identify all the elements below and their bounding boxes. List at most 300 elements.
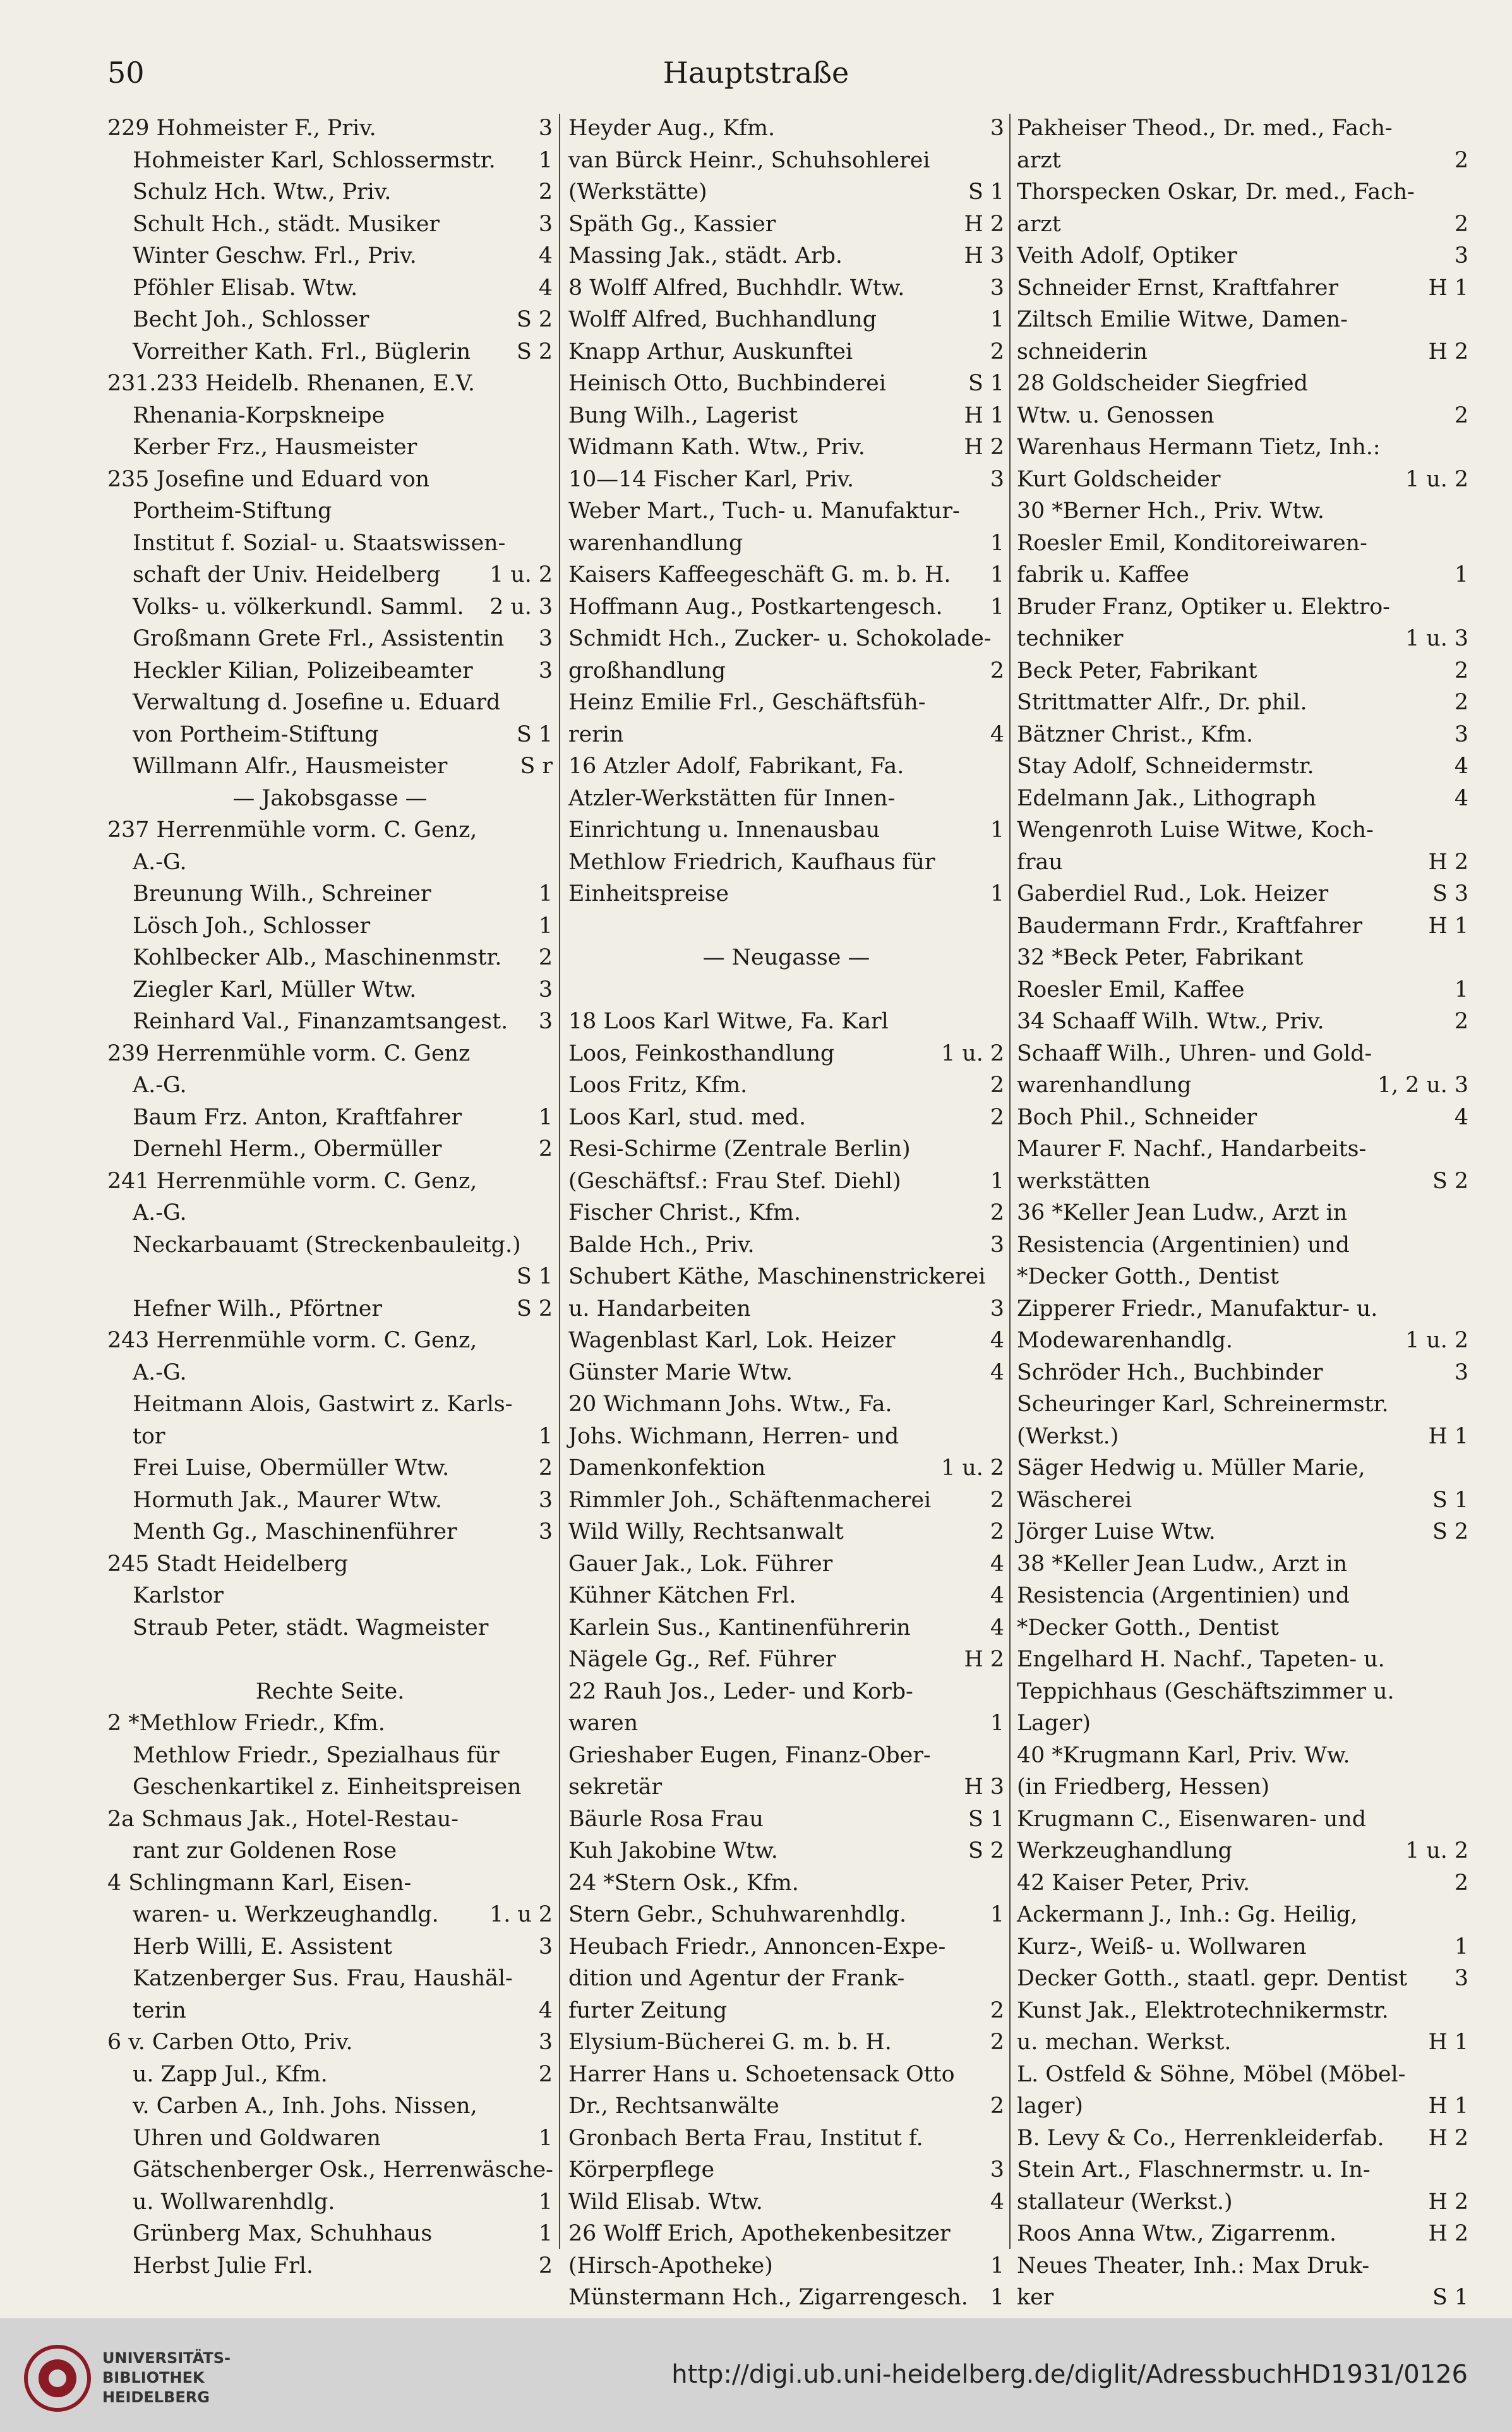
directory-entry-line bbox=[568, 336, 1004, 368]
floor-number bbox=[1461, 1644, 1468, 1676]
entry-text: Schult Hch., städt. Musiker bbox=[133, 211, 440, 237]
floor-number bbox=[1461, 1133, 1468, 1165]
column-divider bbox=[559, 114, 560, 2249]
directory-entry-line bbox=[1017, 1963, 1468, 1995]
floor-number: 3 bbox=[538, 1519, 553, 1544]
directory-entry-line bbox=[568, 1771, 1004, 1803]
directory-entry-line bbox=[107, 910, 553, 942]
entry-text: Werkzeughandlung bbox=[1017, 1838, 1232, 1863]
entry-text: Bruder Franz, Optiker u. Elektro- bbox=[1017, 594, 1390, 620]
directory-entry-line bbox=[107, 1102, 553, 1134]
entry-text: Strittmatter Alfr., Dr. phil. bbox=[1017, 690, 1307, 715]
floor-number bbox=[1461, 2154, 1468, 2186]
entry-text: Rhenania-Korpskneipe bbox=[133, 402, 385, 428]
entry-text: Warenhaus Hermann Tietz, Inh.: bbox=[1017, 435, 1381, 460]
directory-entry-line bbox=[568, 112, 1004, 145]
institution-line: BIBLIOTHEK bbox=[102, 2369, 205, 2387]
entry-text: Bäurle Rosa Frau bbox=[568, 1806, 764, 1832]
directory-entry-line bbox=[107, 2059, 553, 2091]
directory-entry-line bbox=[568, 1388, 1004, 1421]
floor-number bbox=[997, 1421, 1004, 1453]
directory-entry-line bbox=[107, 846, 553, 879]
entry-text: 2a Schmaus Jak., Hotel-Restau- bbox=[107, 1806, 459, 1832]
directory-entry-line bbox=[107, 1835, 553, 1867]
directory-entry-line bbox=[568, 1197, 1004, 1229]
section-heading bbox=[568, 942, 1004, 974]
entry-text: Wolff Alfred, Buchhandlung bbox=[568, 307, 877, 332]
entry-text: Baudermann Frdr., Kraftfahrer bbox=[1017, 913, 1363, 939]
directory-entry-line bbox=[568, 1963, 1004, 1995]
floor-number: 4 bbox=[990, 1583, 1004, 1608]
entry-text: Lager) bbox=[1017, 1711, 1091, 1736]
floor-number: 4 bbox=[990, 2189, 1004, 2215]
floor-number: 1 u. 2 bbox=[1405, 1838, 1468, 1863]
directory-entry-line bbox=[107, 719, 553, 751]
floor-number bbox=[1461, 527, 1468, 560]
floor-number: 3 bbox=[538, 977, 553, 1002]
directory-entry-line bbox=[1017, 655, 1468, 687]
directory-entry-line bbox=[107, 431, 553, 464]
floor-number bbox=[545, 431, 553, 464]
entry-text: Loos Fritz, Kfm. bbox=[568, 1073, 748, 1098]
floor-number: 1 bbox=[538, 913, 553, 939]
entry-text: Johs. Wichmann, Herren- und bbox=[568, 1423, 899, 1449]
floor-number bbox=[997, 1133, 1004, 1165]
entry-text: Kerber Frz., Hausmeister bbox=[133, 435, 417, 460]
entry-text: Ziegler Karl, Müller Wtw. bbox=[133, 977, 417, 1002]
directory-entry-line bbox=[568, 750, 1004, 783]
floor-number: H 2 bbox=[964, 211, 1004, 237]
floor-number bbox=[545, 400, 553, 432]
entry-text: Loos Karl, stud. med. bbox=[568, 1104, 807, 1130]
entry-text: Resistencia (Argentinien) und bbox=[1017, 1583, 1350, 1608]
section-heading bbox=[107, 1676, 553, 1708]
directory-entry-line bbox=[107, 2122, 553, 2155]
directory-entry-line bbox=[568, 1325, 1004, 1357]
floor-number: 2 bbox=[990, 1519, 1004, 1544]
entry-text: Menth Gg., Maschinenführer bbox=[133, 1519, 457, 1544]
entry-text: Heitmann Alois, Gastwirt z. Karls- bbox=[133, 1392, 513, 1417]
entry-text: 235 Josefine und Eduard von bbox=[107, 466, 430, 492]
directory-entry-line bbox=[568, 1038, 1004, 1070]
directory-entry-line bbox=[568, 208, 1004, 241]
floor-number bbox=[1461, 1580, 1468, 1612]
directory-entry-line bbox=[107, 942, 553, 974]
directory-entry-line bbox=[107, 145, 553, 177]
floor-number bbox=[997, 910, 1004, 942]
entry-text: Edelmann Jak., Lithograph bbox=[1017, 785, 1316, 811]
entry-text: Modewarenhandlg. bbox=[1017, 1328, 1233, 1353]
floor-number: S 1 bbox=[1432, 1487, 1468, 1513]
entry-text: Stein Art., Flaschnermstr. u. In- bbox=[1017, 2157, 1371, 2182]
entry-text: *Decker Gotth., Dentist bbox=[1017, 1615, 1279, 1640]
directory-entry-line bbox=[1017, 1516, 1468, 1548]
floor-number: 2 bbox=[990, 1104, 1004, 1130]
entry-text: Neckarbauamt (Streckenbauleitg.) bbox=[133, 1232, 521, 1258]
entry-text: Gaberdiel Rud., Lok. Heizer bbox=[1017, 881, 1329, 906]
floor-number bbox=[545, 1867, 553, 1899]
entry-text: warenhandlung bbox=[568, 530, 743, 556]
floor-number: H 1 bbox=[964, 402, 1004, 428]
directory-entry-line bbox=[1017, 1069, 1468, 1102]
directory-entry-line bbox=[1017, 750, 1468, 783]
directory-entry-line bbox=[568, 1867, 1004, 1899]
floor-number: 4 bbox=[1454, 785, 1468, 811]
floor-number bbox=[545, 1069, 553, 1102]
directory-entry-line bbox=[1017, 400, 1468, 432]
directory-entry-line bbox=[568, 1548, 1004, 1580]
directory-entry-line bbox=[107, 687, 553, 719]
floor-number bbox=[997, 1740, 1004, 1772]
entry-text: 18 Loos Karl Witwe, Fa. Karl bbox=[568, 1009, 889, 1034]
entry-text: A.-G. bbox=[133, 1073, 187, 1098]
floor-number: S 1 bbox=[516, 721, 553, 747]
entry-text: Heubach Friedr., Annoncen-Expe- bbox=[568, 1934, 946, 1959]
directory-entry-line bbox=[1017, 559, 1468, 591]
entry-text: 2 *Methlow Friedr., Kfm. bbox=[107, 1711, 385, 1736]
floor-number bbox=[1461, 1452, 1468, 1484]
directory-entry-line bbox=[1017, 272, 1468, 304]
entry-text: Heinz Emilie Frl., Geschäftsfüh- bbox=[568, 690, 926, 715]
floor-number: 1 bbox=[990, 2285, 1004, 2310]
directory-entry-line bbox=[1017, 1676, 1468, 1708]
entry-text: Institut f. Sozial- u. Staatswissen- bbox=[133, 530, 506, 556]
directory-entry-line bbox=[1017, 1995, 1468, 2027]
entry-text: terin bbox=[133, 1997, 186, 2023]
directory-entry-line bbox=[1017, 591, 1468, 623]
directory-entry-line bbox=[568, 272, 1004, 304]
directory-entry-line bbox=[568, 2218, 1004, 2250]
directory-entry-line bbox=[1017, 2122, 1468, 2155]
floor-number: 3 bbox=[990, 116, 1004, 141]
directory-entry-line bbox=[568, 1229, 1004, 1261]
floor-number: 3 bbox=[538, 1934, 553, 1959]
floor-number bbox=[1461, 431, 1468, 464]
directory-entry-line bbox=[1017, 464, 1468, 496]
entry-text: 24 *Stern Osk., Kfm. bbox=[568, 1870, 799, 1896]
directory-entry-line bbox=[1017, 2026, 1468, 2059]
entry-text: 4 Schlingmann Karl, Eisen- bbox=[107, 1870, 412, 1896]
floor-number: 3 bbox=[990, 1232, 1004, 1258]
blank-line bbox=[107, 1644, 553, 1676]
directory-entry-line bbox=[107, 400, 553, 432]
entry-text: von Portheim-Stiftung bbox=[133, 721, 379, 747]
directory-entry-line bbox=[107, 527, 553, 560]
directory-entry-line bbox=[568, 1676, 1004, 1708]
entry-text: Heckler Kilian, Polizeibeamter bbox=[133, 658, 473, 683]
entry-text: 231.233 Heidelb. Rhenanen, E.V. bbox=[107, 371, 475, 396]
directory-entry-line bbox=[568, 1644, 1004, 1676]
floor-number: 1 u. 2 bbox=[941, 1455, 1004, 1481]
floor-number: H 2 bbox=[1428, 2189, 1468, 2215]
entry-text: Karlein Sus., Kantinenführerin bbox=[568, 1615, 911, 1640]
floor-number: 1 u. 3 bbox=[1405, 626, 1468, 651]
page-title: Hauptstraße bbox=[663, 56, 849, 90]
directory-entry-line bbox=[1017, 527, 1468, 560]
section-heading bbox=[107, 783, 553, 815]
entry-text: Hohmeister Karl, Schlossermstr. bbox=[133, 147, 496, 173]
directory-entry-line bbox=[107, 623, 553, 655]
directory-entry-line bbox=[107, 1963, 553, 1995]
floor-number bbox=[545, 687, 553, 719]
entry-text: Hefner Wilh., Pförtner bbox=[133, 1296, 383, 1321]
directory-entry-line bbox=[107, 1548, 553, 1580]
directory-entry-line bbox=[1017, 1229, 1468, 1261]
entry-text: 36 *Keller Jean Ludw., Arzt in bbox=[1017, 1200, 1348, 1225]
entry-text: Grieshaber Eugen, Finanz-Ober- bbox=[568, 1742, 931, 1768]
entry-text: (Werkstätte) bbox=[568, 179, 707, 205]
entry-text: sekretär bbox=[568, 1774, 663, 1800]
source-url-link[interactable]: http://digi.ub.uni-heidelberg.de/diglit/AdressbuchHD1931/0126 bbox=[671, 2360, 1468, 2389]
entry-text: (Hirsch-Apotheke) bbox=[568, 2253, 773, 2278]
entry-text: schneiderin bbox=[1017, 339, 1148, 364]
entry-text: Neues Theater, Inh.: Max Druk- bbox=[1017, 2253, 1370, 2278]
entry-text: Rechte Seite. bbox=[255, 1678, 405, 1704]
directory-entry-line bbox=[107, 1421, 553, 1453]
floor-number bbox=[545, 1038, 553, 1070]
floor-number bbox=[545, 1548, 553, 1580]
entry-text: tor bbox=[133, 1423, 165, 1449]
entry-text: Krugmann C., Eisenwaren- und bbox=[1017, 1806, 1366, 1832]
floor-number: H 2 bbox=[1428, 2125, 1468, 2151]
entry-text: Becht Joh., Schlosser bbox=[133, 307, 369, 332]
directory-entry-line bbox=[568, 1995, 1004, 2027]
directory-entry-line bbox=[107, 1261, 553, 1293]
floor-number: 3 bbox=[1454, 243, 1468, 268]
entry-text: furter Zeitung bbox=[568, 1997, 728, 2023]
entry-text: 26 Wolff Erich, Apothekenbesitzer bbox=[568, 2221, 951, 2246]
entry-text: Roos Anna Wtw., Zigarrenm. bbox=[1017, 2221, 1337, 2246]
floor-number bbox=[1461, 176, 1468, 208]
blank-line bbox=[568, 974, 1004, 1006]
floor-number bbox=[997, 750, 1004, 783]
floor-number: H 2 bbox=[1428, 339, 1468, 364]
entry-text: Damenkonfektion bbox=[568, 1455, 766, 1481]
entry-text: — Neugasse — bbox=[702, 945, 870, 970]
entry-text: Balde Hch., Priv. bbox=[568, 1232, 755, 1258]
entry-text: waren bbox=[568, 1711, 639, 1736]
floor-number: 1 bbox=[990, 817, 1004, 843]
floor-number: H 1 bbox=[1428, 275, 1468, 301]
column-divider bbox=[1009, 114, 1011, 2249]
entry-text: Bätzner Christ., Kfm. bbox=[1017, 721, 1254, 747]
floor-number bbox=[1461, 2059, 1468, 2091]
directory-entry-line bbox=[568, 1421, 1004, 1453]
entry-text: Weber Mart., Tuch- u. Manufaktur- bbox=[568, 498, 960, 524]
directory-entry-line bbox=[568, 1452, 1004, 1484]
entry-text: 20 Wichmann Johs. Wtw., Fa. bbox=[568, 1392, 892, 1417]
floor-number: 2 bbox=[990, 658, 1004, 683]
directory-entry-line bbox=[107, 1357, 553, 1389]
floor-number bbox=[545, 1707, 553, 1740]
directory-entry-line bbox=[107, 974, 553, 1006]
floor-number: 4 bbox=[1454, 1104, 1468, 1130]
directory-entry-line bbox=[1017, 814, 1468, 846]
floor-number: 3 bbox=[990, 2157, 1004, 2182]
directory-entry-line bbox=[107, 1484, 553, 1517]
floor-number bbox=[545, 1580, 553, 1612]
directory-entry-line bbox=[1017, 2218, 1468, 2250]
entry-text: u. mechan. Werkst. bbox=[1017, 2030, 1232, 2055]
directory-entry-line bbox=[568, 304, 1004, 336]
floor-number bbox=[1461, 1771, 1468, 1803]
floor-number: 2 bbox=[1454, 147, 1468, 173]
column-3 bbox=[1017, 112, 1468, 2310]
directory-entry-line bbox=[568, 591, 1004, 623]
directory-entry-line bbox=[107, 464, 553, 496]
directory-entry-line bbox=[568, 1293, 1004, 1325]
entry-text: Pföhler Elisab. Wtw. bbox=[133, 275, 358, 301]
entry-text: 241 Herrenmühle vorm. C. Genz, bbox=[107, 1168, 477, 1194]
entry-text: Methlow Friedr., Spezialhaus für bbox=[133, 1742, 500, 1768]
university-library-logo-icon bbox=[23, 2344, 92, 2413]
entry-text: Schmidt Hch., Zucker- u. Schokolade- bbox=[568, 626, 992, 651]
directory-entry-line bbox=[568, 1707, 1004, 1740]
entry-text: Reinhard Val., Finanzamtsangest. bbox=[133, 1009, 508, 1034]
directory-entry-line bbox=[568, 623, 1004, 655]
floor-number: 2 bbox=[538, 179, 553, 205]
directory-entry-line bbox=[568, 783, 1004, 815]
directory-entry-line bbox=[107, 1325, 553, 1357]
floor-number bbox=[997, 2059, 1004, 2091]
entry-text: Schröder Hch., Buchbinder bbox=[1017, 1359, 1323, 1385]
directory-entry-line bbox=[568, 1165, 1004, 1198]
entry-text: A.-G. bbox=[133, 1359, 187, 1385]
floor-number bbox=[1461, 1676, 1468, 1708]
entry-text: v. Carben A., Inh. Johs. Nissen, bbox=[133, 2093, 477, 2119]
entry-text: Kühner Kätchen Frl. bbox=[568, 1583, 796, 1608]
entry-text: u. Handarbeiten bbox=[568, 1296, 751, 1321]
directory-entry-line bbox=[1017, 1803, 1468, 1836]
floor-number: S 1 bbox=[968, 1806, 1004, 1832]
directory-entry-line bbox=[568, 2090, 1004, 2122]
entry-text: Willmann Alfr., Hausmeister bbox=[133, 754, 448, 779]
directory-entry-line bbox=[1017, 368, 1468, 400]
directory-entry-line bbox=[1017, 1197, 1468, 1229]
floor-number: 2 bbox=[990, 1073, 1004, 1098]
floor-number bbox=[997, 687, 1004, 719]
floor-number bbox=[997, 1388, 1004, 1421]
floor-number bbox=[997, 1261, 1004, 1293]
floor-number: 2 bbox=[990, 2030, 1004, 2055]
entry-text: 32 *Beck Peter, Fabrikant bbox=[1017, 945, 1304, 970]
directory-entry-line bbox=[1017, 1325, 1468, 1357]
directory-entry-line bbox=[1017, 1452, 1468, 1484]
floor-number: 1 bbox=[1454, 562, 1468, 587]
entry-text: Fischer Christ., Kfm. bbox=[568, 1200, 801, 1225]
floor-number: 1 u. 2 bbox=[489, 562, 553, 587]
entry-text: 237 Herrenmühle vorm. C. Genz, bbox=[107, 817, 477, 843]
directory-entry-line bbox=[568, 145, 1004, 177]
floor-number bbox=[1461, 1995, 1468, 2027]
directory-entry-line bbox=[568, 1580, 1004, 1612]
floor-number bbox=[997, 1676, 1004, 1708]
entry-text: Herbst Julie Frl. bbox=[133, 2253, 313, 2278]
directory-entry-line bbox=[107, 814, 553, 846]
directory-entry-line bbox=[1017, 208, 1468, 241]
entry-text: Straub Peter, städt. Wagmeister bbox=[133, 1615, 489, 1640]
floor-number: H 2 bbox=[1428, 849, 1468, 875]
entry-text: Bung Wilh., Lagerist bbox=[568, 402, 798, 428]
floor-number bbox=[545, 1612, 553, 1644]
directory-entry-line bbox=[107, 1165, 553, 1198]
entry-text: Großmann Grete Frl., Assistentin bbox=[133, 626, 505, 651]
floor-number bbox=[545, 814, 553, 846]
directory-entry-line bbox=[107, 1771, 553, 1803]
directory-entry-line bbox=[107, 1069, 553, 1102]
entry-text: 28 Goldscheider Siegfried bbox=[1017, 371, 1308, 396]
entry-text: arzt bbox=[1017, 211, 1061, 237]
entry-text: 229 Hohmeister F., Priv. bbox=[107, 116, 376, 141]
entry-text: werkstätten bbox=[1017, 1168, 1151, 1194]
floor-number bbox=[1461, 1229, 1468, 1261]
entry-text: großhandlung bbox=[568, 658, 726, 683]
entry-text: techniker bbox=[1017, 626, 1124, 651]
floor-number: 4 bbox=[1454, 754, 1468, 779]
floor-number: 3 bbox=[538, 2030, 553, 2055]
entry-text: Kurt Goldscheider bbox=[1017, 466, 1221, 492]
directory-entry-line bbox=[568, 1006, 1004, 1038]
floor-number: 1 u. 2 bbox=[1405, 1328, 1468, 1353]
entry-text: 245 Stadt Heidelberg bbox=[107, 1551, 349, 1577]
floor-number: 1 u. 2 bbox=[1405, 466, 1468, 492]
floor-number: 2 bbox=[538, 1455, 553, 1481]
directory-entry-line bbox=[568, 1261, 1004, 1293]
directory-entry-line bbox=[1017, 2250, 1468, 2282]
directory-entry-line bbox=[107, 495, 553, 527]
floor-number bbox=[545, 1165, 553, 1198]
directory-entry-line bbox=[107, 272, 553, 304]
entry-text: (in Friedberg, Hessen) bbox=[1017, 1774, 1270, 1800]
entry-text: Kuh Jakobine Wtw. bbox=[568, 1838, 778, 1863]
directory-entry-line bbox=[107, 1293, 553, 1325]
directory-entry-line bbox=[107, 368, 553, 400]
floor-number bbox=[997, 145, 1004, 177]
entry-text: Maurer F. Nachf., Handarbeits- bbox=[1017, 1136, 1367, 1162]
floor-number: 3 bbox=[538, 626, 553, 651]
floor-number: 2 bbox=[1454, 211, 1468, 237]
directory-entry-line bbox=[107, 1803, 553, 1836]
directory-entry-line bbox=[107, 1899, 553, 1931]
floor-number bbox=[1461, 591, 1468, 623]
floor-number: 3 bbox=[538, 116, 553, 141]
directory-entry-line bbox=[1017, 846, 1468, 879]
floor-number bbox=[1461, 495, 1468, 527]
directory-entry-line bbox=[107, 2026, 553, 2059]
entry-text: 22 Rauh Jos., Leder- und Korb- bbox=[568, 1678, 913, 1704]
directory-entry-line bbox=[568, 2282, 1004, 2314]
floor-number bbox=[1461, 304, 1468, 336]
entry-text: Schaaff Wilh., Uhren- und Gold- bbox=[1017, 1040, 1372, 1066]
directory-entry-line bbox=[107, 208, 553, 241]
floor-number: 2 bbox=[1454, 1009, 1468, 1034]
directory-entry-line bbox=[1017, 1644, 1468, 1676]
floor-number bbox=[545, 368, 553, 400]
entry-text: Vorreither Kath. Frl., Büglerin bbox=[133, 339, 471, 364]
column-1 bbox=[107, 112, 553, 2278]
floor-number bbox=[545, 846, 553, 879]
directory-entry-line bbox=[107, 304, 553, 336]
floor-number bbox=[545, 1740, 553, 1772]
directory-entry-line bbox=[107, 1516, 553, 1548]
directory-entry-line bbox=[107, 1707, 553, 1740]
entry-text: Karlstor bbox=[133, 1583, 224, 1608]
floor-number: 1 bbox=[990, 594, 1004, 620]
directory-entry-line bbox=[568, 1516, 1004, 1548]
directory-entry-line bbox=[1017, 1261, 1468, 1293]
entry-text: fabrik u. Kaffee bbox=[1017, 562, 1189, 587]
entry-text: Einheitspreise bbox=[568, 881, 729, 906]
